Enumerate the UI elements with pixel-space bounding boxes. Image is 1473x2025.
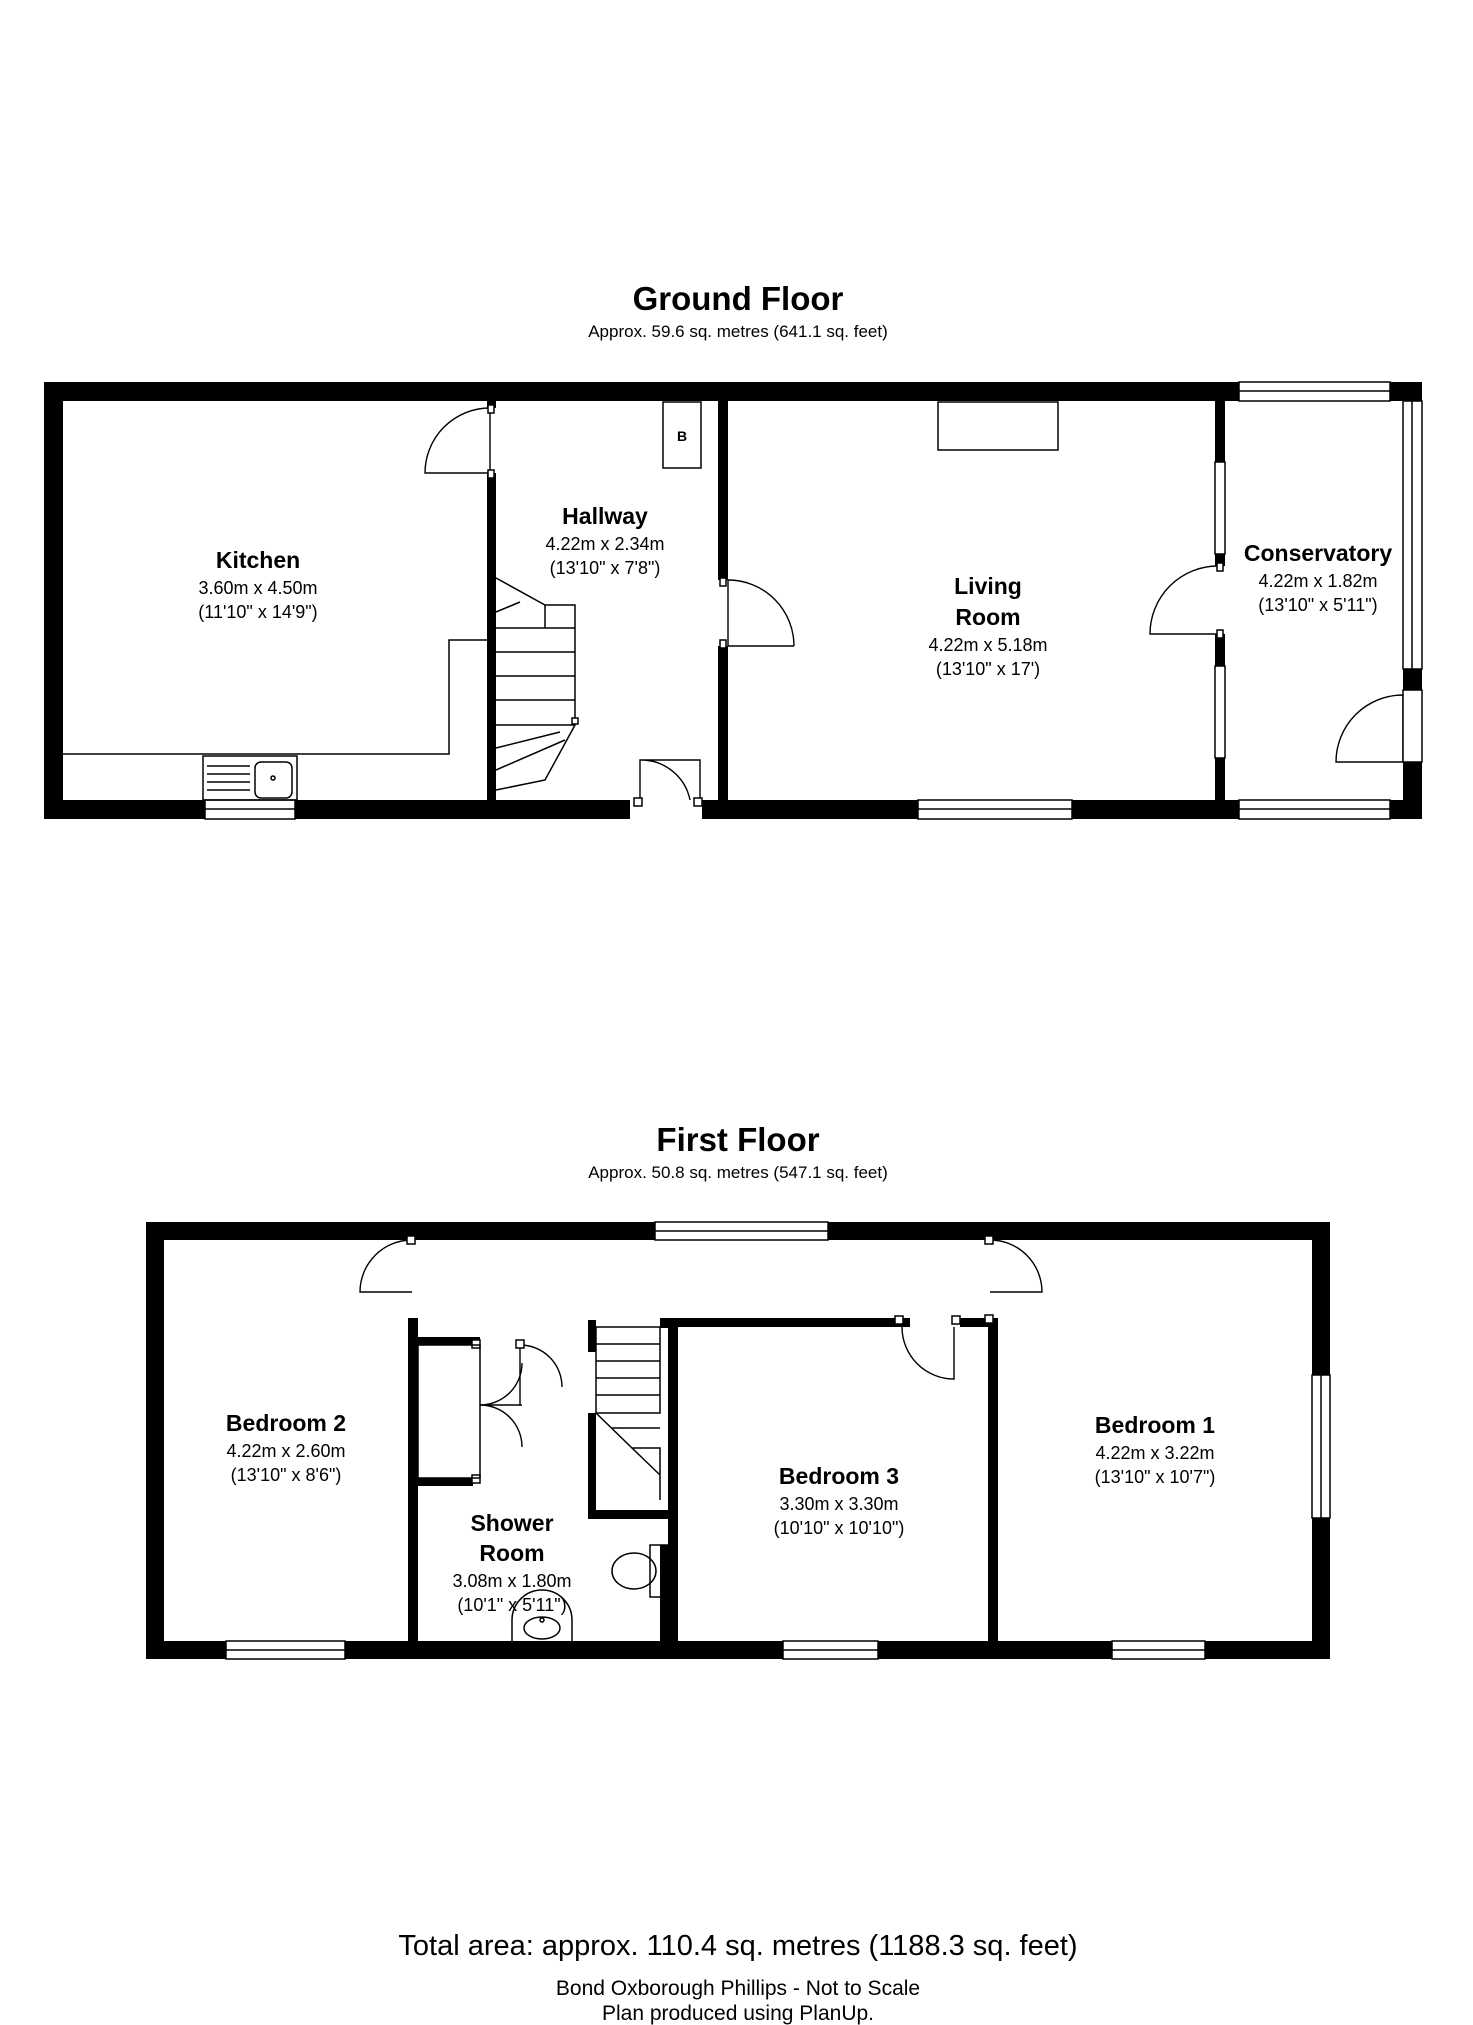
room-kitchen [198, 547, 317, 622]
room-name: Bedroom 1 [1094, 1412, 1216, 1438]
room-dimensions-imperial: (13'10" x 5'11") [1258, 595, 1378, 615]
room-dimensions-metric: 4.22m x 3.22m [1095, 1443, 1215, 1463]
room-living-room [928, 573, 1047, 679]
room-dimensions-metric: 4.22m x 1.82m [1258, 571, 1378, 591]
room-dimensions-metric: 4.22m x 2.34m [545, 534, 665, 554]
ground-floor-fixtures [63, 402, 1058, 800]
room-name-line2: Room [955, 604, 1021, 630]
room-name: Conservatory [1243, 540, 1393, 566]
room-dimensions-imperial: (10'10" x 10'10") [773, 1518, 905, 1538]
credit-line-1: Bond Oxborough Phillips - Not to Scale [555, 1977, 921, 2000]
room-shower-room [452, 1510, 571, 1615]
room-dimensions-metric: 4.22m x 2.60m [226, 1441, 346, 1461]
room-dimensions-metric: 3.30m x 3.30m [779, 1494, 899, 1514]
room-dimensions-imperial: (10'1" x 5'11") [457, 1595, 567, 1615]
ground-floor-staircase [496, 578, 578, 790]
room-bedroom-1 [1095, 1412, 1216, 1487]
total-area: Total area: approx. 110.4 sq. metres (1188.3 sq. feet) [398, 1930, 1078, 1962]
room-dimensions-metric: 3.60m x 4.50m [198, 578, 318, 598]
first-floor-area: Approx. 50.8 sq. metres (547.1 sq. feet) [588, 1163, 888, 1182]
room-hallway [545, 503, 664, 578]
room-bedroom-2 [226, 1410, 346, 1485]
first-floor [146, 1121, 1330, 1659]
room-name: Bedroom 3 [778, 1463, 900, 1489]
room-name-line1: Shower [470, 1510, 554, 1536]
ground-floor-area: Approx. 59.6 sq. metres (641.1 sq. feet) [588, 322, 888, 341]
ground-floor [44, 280, 1422, 819]
room-name: Bedroom 2 [225, 1410, 347, 1436]
first-floor-doors [360, 1236, 1042, 1545]
room-name: Kitchen [215, 547, 301, 573]
plan-footer [398, 1930, 1077, 2025]
room-dimensions-imperial: (13'10" x 10'7") [1094, 1467, 1216, 1487]
room-dimensions-metric: 3.08m x 1.80m [452, 1571, 572, 1591]
credit-line-2: Plan produced using PlanUp. [601, 2002, 875, 2025]
room-dimensions-imperial: (11'10" x 14'9") [198, 602, 318, 622]
first-floor-title: First Floor [656, 1121, 820, 1158]
room-conservatory [1244, 540, 1392, 615]
room-dimensions-imperial: (13'10" x 8'6") [230, 1465, 342, 1485]
fireplace [938, 402, 1058, 450]
room-dimensions-metric: 4.22m x 5.18m [928, 635, 1048, 655]
room-name-line2: Room [479, 1540, 545, 1566]
room-bedroom-3 [774, 1463, 905, 1538]
boiler-label: B [676, 428, 688, 444]
ground-floor-title: Ground Floor [632, 280, 844, 317]
room-dimensions-imperial: (13'10" x 17') [935, 659, 1041, 679]
first-floor-windows [226, 1222, 1330, 1659]
first-floor-staircase [596, 1327, 660, 1500]
room-name-line1: Living [954, 573, 1022, 599]
room-name: Hallway [562, 503, 648, 529]
room-dimensions-imperial: (13'10" x 7'8") [549, 558, 661, 578]
